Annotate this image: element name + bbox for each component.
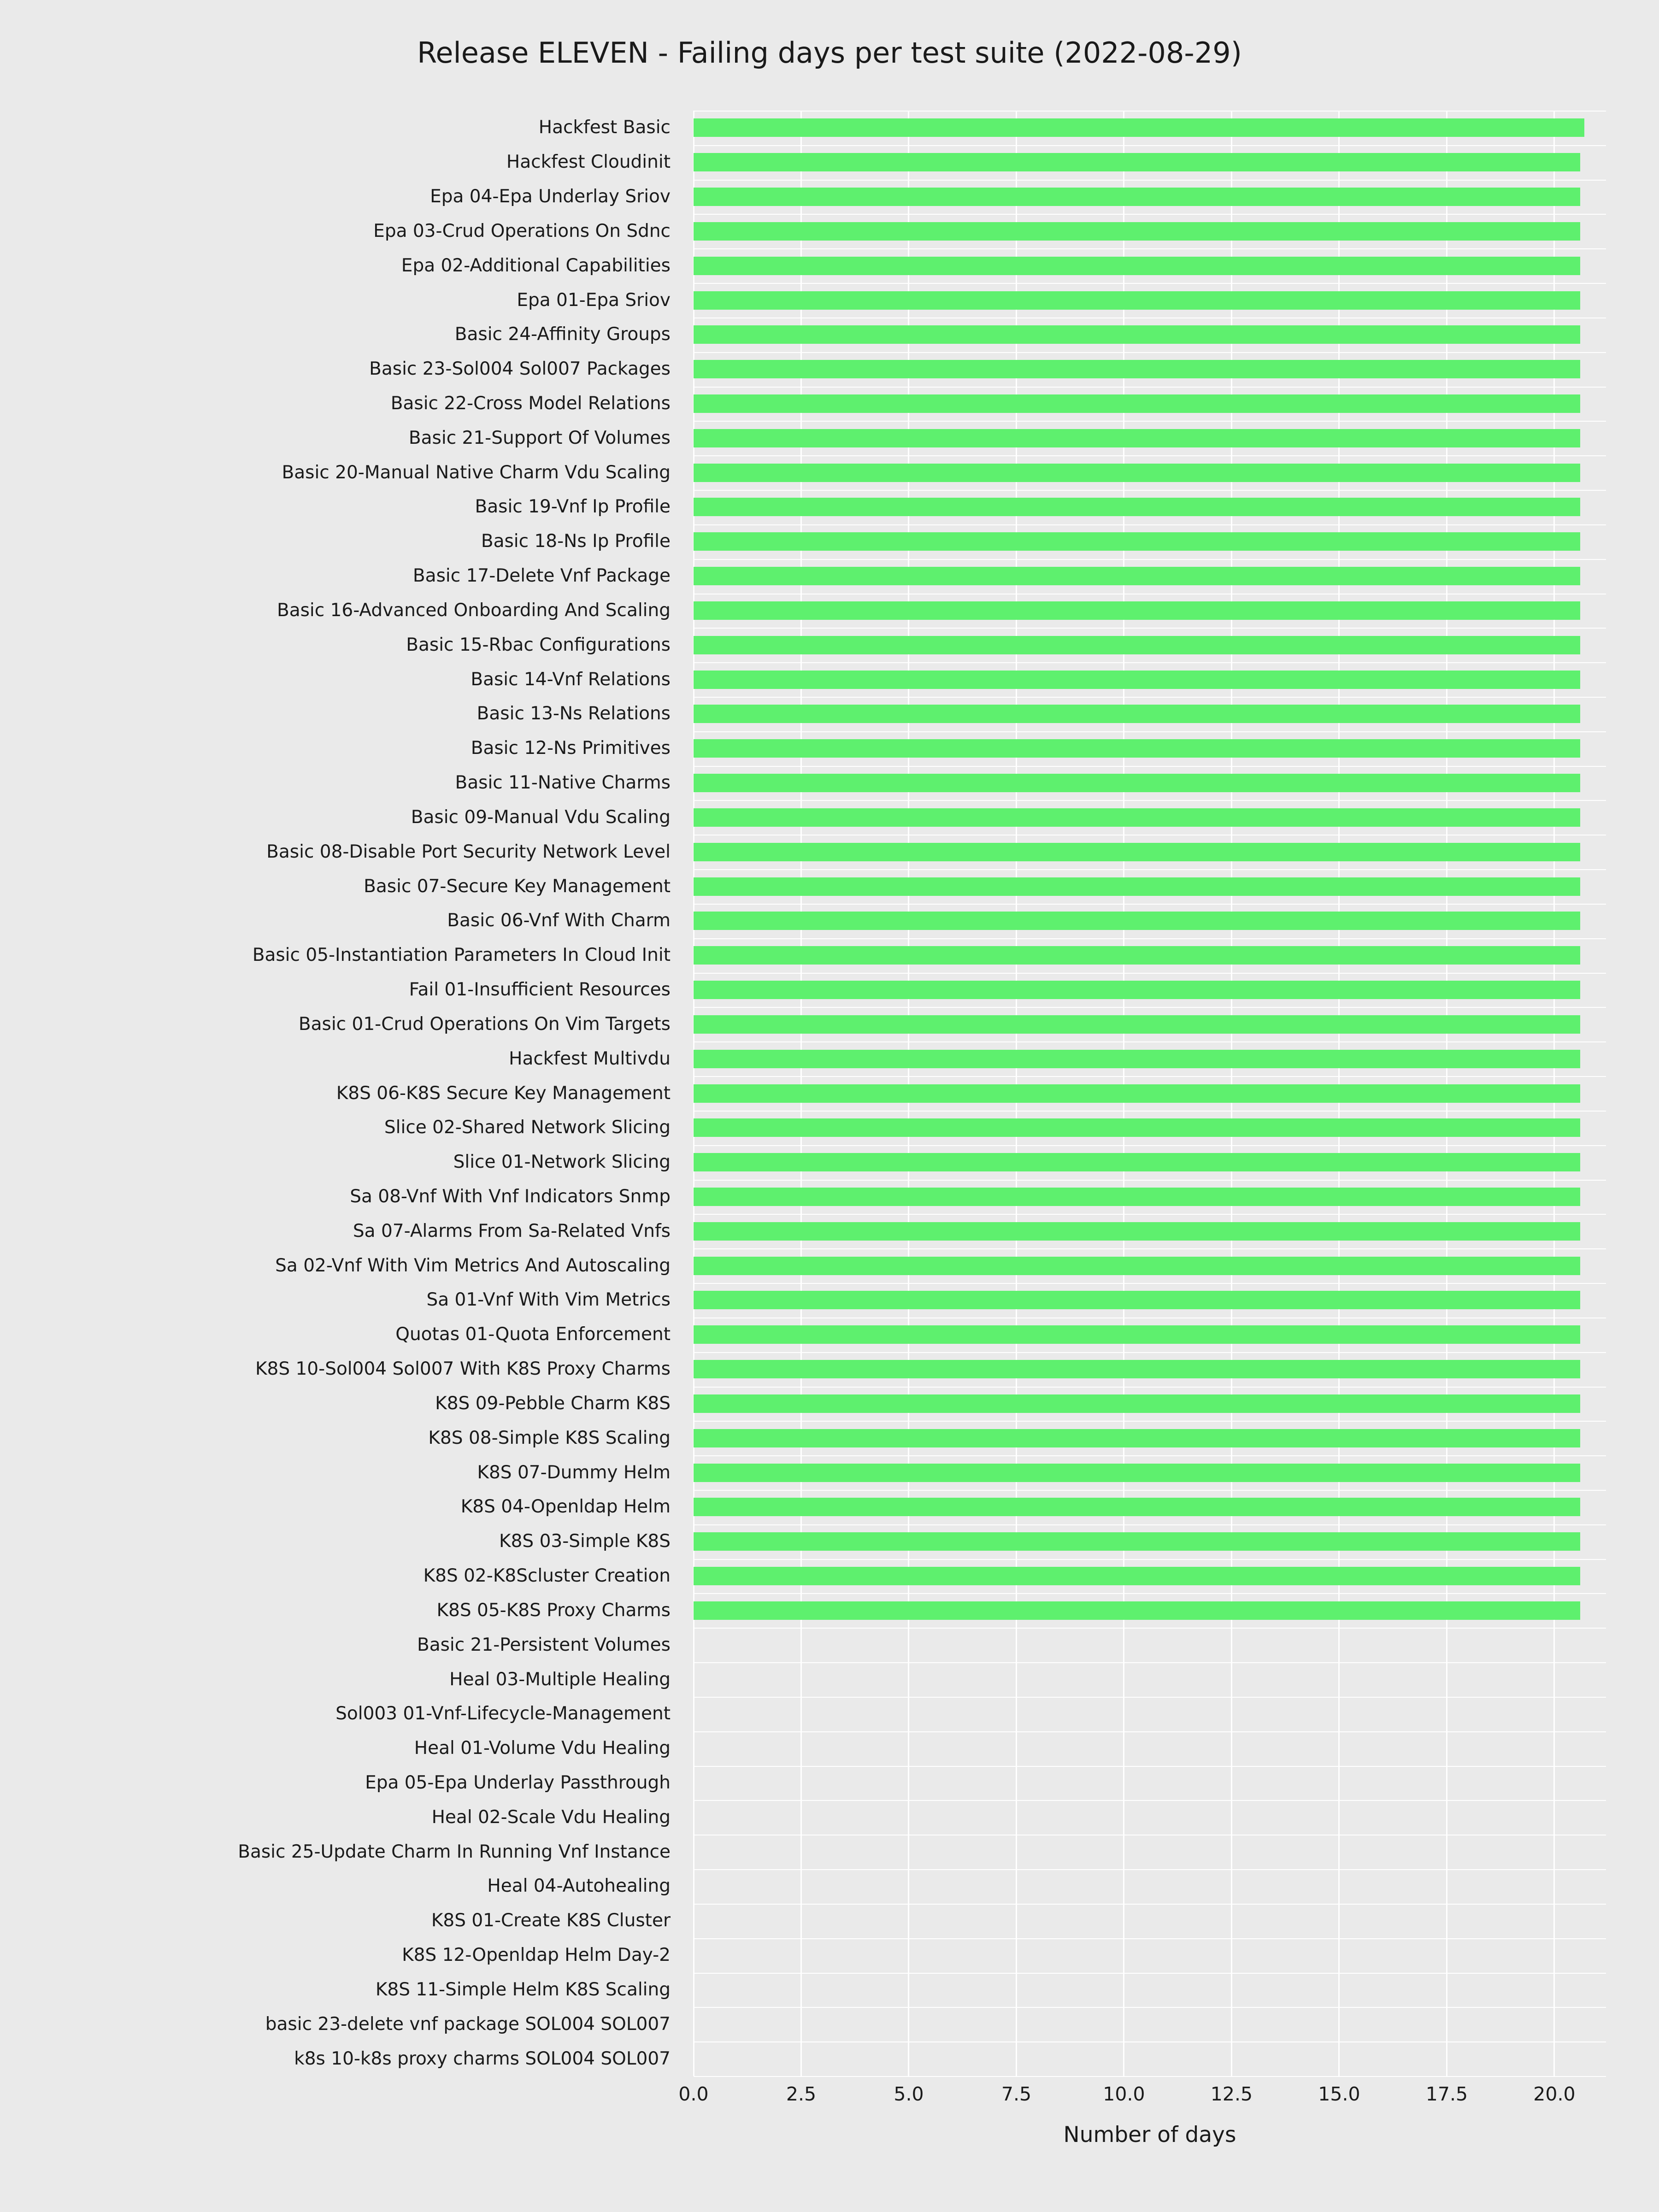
y-tick-label: Heal 03-Multiple Healing xyxy=(449,1669,671,1690)
gridline-horizontal xyxy=(694,1904,1606,1905)
y-tick-label: Sol003 01-Vnf-Lifecycle-Management xyxy=(335,1703,671,1724)
gridline-horizontal xyxy=(694,1662,1606,1663)
x-tick-label: 10.0 xyxy=(1103,2083,1145,2105)
y-tick-label: Sa 01-Vnf With Vim Metrics xyxy=(426,1289,671,1311)
x-tick-label: 17.5 xyxy=(1425,2083,1468,2105)
bar xyxy=(694,257,1580,275)
gridline-horizontal xyxy=(694,1628,1606,1629)
gridline-horizontal xyxy=(694,455,1606,456)
bar xyxy=(694,1325,1580,1344)
y-tick-label: Epa 03-Crud Operations On Sdnc xyxy=(373,220,671,241)
y-tick-label: Sa 02-Vnf With Vim Metrics And Autoscaling xyxy=(275,1255,671,1276)
bar xyxy=(694,567,1580,585)
bar xyxy=(694,1464,1580,1482)
y-tick-label: K8S 05-K8S Proxy Charms xyxy=(436,1600,671,1621)
gridline-horizontal xyxy=(694,1766,1606,1767)
y-tick-label: Basic 24-Affinity Groups xyxy=(454,324,671,345)
gridline-horizontal xyxy=(694,111,1606,112)
y-tick-label: Slice 01-Network Slicing xyxy=(453,1152,671,1173)
gridline-horizontal xyxy=(694,1800,1606,1801)
bar xyxy=(694,877,1580,896)
gridline-horizontal xyxy=(694,1387,1606,1388)
bar xyxy=(694,774,1580,792)
gridline-horizontal xyxy=(694,283,1606,284)
y-tick-label: Basic 20-Manual Native Charm Vdu Scaling xyxy=(282,462,671,483)
y-tick-label: basic 23-delete vnf package SOL004 SOL007 xyxy=(265,2013,671,2035)
bar xyxy=(694,360,1580,378)
gridline-horizontal xyxy=(694,938,1606,939)
y-tick-label: Basic 09-Manual Vdu Scaling xyxy=(411,806,671,828)
y-tick-label: Heal 01-Volume Vdu Healing xyxy=(414,1738,671,1759)
y-tick-label: Basic 13-Ns Relations xyxy=(477,703,671,724)
bar xyxy=(694,429,1580,447)
y-tick-label: Basic 22-Cross Model Relations xyxy=(390,393,671,414)
gridline-horizontal xyxy=(694,490,1606,491)
x-tick-label: 12.5 xyxy=(1210,2083,1253,2105)
y-tick-label: K8S 03-Simple K8S xyxy=(499,1531,671,1552)
bar xyxy=(694,601,1580,620)
bar xyxy=(694,118,1584,137)
gridline-horizontal xyxy=(694,248,1606,249)
gridline-horizontal xyxy=(694,628,1606,629)
y-tick-label: Epa 02-Additional Capabilities xyxy=(401,255,671,276)
gridline-horizontal xyxy=(694,1352,1606,1353)
gridline-horizontal xyxy=(694,387,1606,388)
gridline-horizontal xyxy=(694,1421,1606,1422)
gridline-horizontal xyxy=(694,1283,1606,1284)
x-tick-label: 5.0 xyxy=(894,2083,924,2105)
y-tick-label: Sa 07-Alarms From Sa-Related Vnfs xyxy=(353,1220,671,1241)
bar xyxy=(694,705,1580,723)
y-tick-label: K8S 06-K8S Secure Key Management xyxy=(336,1082,671,1104)
x-tick-label: 20.0 xyxy=(1533,2083,1576,2105)
bar xyxy=(694,1291,1580,1309)
y-tick-label: K8S 07-Dummy Helm xyxy=(477,1462,671,1483)
x-tick-label: 7.5 xyxy=(1001,2083,1032,2105)
y-tick-label: Basic 25-Update Charm In Running Vnf Instance xyxy=(238,1841,671,1862)
gridline-horizontal xyxy=(694,1007,1606,1008)
gridline-horizontal xyxy=(694,1455,1606,1456)
gridline-horizontal xyxy=(694,731,1606,732)
y-tick-label: K8S 04-Openldap Helm xyxy=(460,1496,671,1518)
bar xyxy=(694,498,1580,516)
y-tick-label: Basic 06-Vnf With Charm xyxy=(447,910,671,931)
gridline-horizontal xyxy=(694,2076,1606,2077)
y-tick-label: Sa 08-Vnf With Vnf Indicators Snmp xyxy=(350,1186,671,1207)
bar xyxy=(694,636,1580,654)
chart-title: Release ELEVEN - Failing days per test suite (2022-08-29) xyxy=(417,36,1242,70)
gridline-horizontal xyxy=(694,1697,1606,1698)
y-tick-label: Epa 04-Epa Underlay Sriov xyxy=(430,186,671,207)
bar xyxy=(694,1188,1580,1206)
bar xyxy=(694,1601,1580,1620)
y-tick-label: k8s 10-k8s proxy charms SOL004 SOL007 xyxy=(294,2048,671,2069)
bar xyxy=(694,739,1580,758)
bar xyxy=(694,981,1580,999)
bar xyxy=(694,1084,1580,1103)
x-tick-label: 2.5 xyxy=(786,2083,817,2105)
y-tick-label: Slice 02-Shared Network Slicing xyxy=(384,1117,671,1138)
y-tick-label: Basic 16-Advanced Onboarding And Scaling xyxy=(276,600,671,621)
y-tick-label: Hackfest Basic xyxy=(538,117,671,138)
y-tick-label: Epa 05-Epa Underlay Passthrough xyxy=(365,1772,671,1793)
gridline-horizontal xyxy=(694,1869,1606,1870)
y-tick-label: Hackfest Cloudinit xyxy=(506,152,671,173)
bar xyxy=(694,1050,1580,1068)
y-tick-label: Quotas 01-Quota Enforcement xyxy=(395,1324,671,1345)
gridline-horizontal xyxy=(694,214,1606,215)
gridline-horizontal xyxy=(694,145,1606,146)
bar xyxy=(694,153,1580,171)
gridline-horizontal xyxy=(694,1973,1606,1974)
y-tick-label: Heal 04-Autohealing xyxy=(487,1876,671,1897)
gridline-horizontal xyxy=(694,524,1606,525)
bar xyxy=(694,912,1580,930)
y-tick-label: Basic 11-Native Charms xyxy=(455,772,671,794)
y-tick-label: Basic 21-Persistent Volumes xyxy=(417,1634,671,1655)
bar xyxy=(694,1567,1580,1585)
gridline-horizontal xyxy=(694,973,1606,974)
gridline-horizontal xyxy=(694,662,1606,663)
y-tick-label: K8S 08-Simple K8S Scaling xyxy=(428,1427,671,1448)
y-tick-label: Basic 05-Instantiation Parameters In Cloud Init xyxy=(252,945,671,966)
gridline-horizontal xyxy=(694,1248,1606,1249)
bar xyxy=(694,532,1580,551)
gridline-horizontal xyxy=(694,1731,1606,1732)
bar xyxy=(694,946,1580,965)
bar xyxy=(694,1015,1580,1034)
x-tick-label: 15.0 xyxy=(1318,2083,1360,2105)
gridline-horizontal xyxy=(694,800,1606,801)
bar xyxy=(694,1153,1580,1171)
gridline-horizontal xyxy=(694,559,1606,560)
y-tick-label: K8S 01-Create K8S Cluster xyxy=(431,1910,671,1931)
gridline-horizontal xyxy=(694,2007,1606,2008)
y-tick-label: Fail 01-Insufficient Resources xyxy=(409,979,671,1000)
gridline-horizontal xyxy=(694,2041,1606,2042)
gridline-horizontal xyxy=(694,1593,1606,1594)
bar xyxy=(694,394,1580,413)
gridline-horizontal xyxy=(694,180,1606,181)
gridline-horizontal xyxy=(694,1180,1606,1181)
y-tick-label: Basic 08-Disable Port Security Network Level xyxy=(266,841,671,862)
y-tick-label: K8S 11-Simple Helm K8S Scaling xyxy=(375,1979,671,2000)
bar xyxy=(694,671,1580,689)
bar xyxy=(694,188,1580,206)
bar xyxy=(694,1532,1580,1551)
bar xyxy=(694,808,1580,827)
gridline-horizontal xyxy=(694,1145,1606,1146)
y-tick-label: Hackfest Multivdu xyxy=(509,1048,671,1069)
bar xyxy=(694,1498,1580,1516)
y-tick-label: Basic 12-Ns Primitives xyxy=(471,738,671,759)
gridline-horizontal xyxy=(694,1938,1606,1939)
bar xyxy=(694,1360,1580,1378)
gridline-horizontal xyxy=(694,1111,1606,1112)
gridline-horizontal xyxy=(694,1490,1606,1491)
gridline-horizontal xyxy=(694,1041,1606,1042)
gridline-horizontal xyxy=(694,352,1606,353)
y-tick-label: Basic 07-Secure Key Management xyxy=(364,876,671,897)
bar xyxy=(694,843,1580,861)
gridline-horizontal xyxy=(694,1214,1606,1215)
y-tick-label: Basic 14-Vnf Relations xyxy=(471,669,671,690)
bar xyxy=(694,1429,1580,1447)
y-tick-label: Basic 18-Ns Ip Profile xyxy=(481,531,671,552)
bar xyxy=(694,325,1580,344)
bar xyxy=(694,1394,1580,1413)
y-tick-label: Basic 15-Rbac Configurations xyxy=(406,634,671,655)
y-tick-label: Basic 21-Support Of Volumes xyxy=(408,427,671,448)
gridline-horizontal xyxy=(694,697,1606,698)
y-axis-tick-labels xyxy=(0,111,682,2076)
y-tick-label: K8S 10-Sol004 Sol007 With K8S Proxy Charms xyxy=(255,1359,671,1380)
y-tick-label: K8S 12-Openldap Helm Day-2 xyxy=(402,1945,671,1966)
bar xyxy=(694,1222,1580,1241)
bar xyxy=(694,222,1580,241)
bar xyxy=(694,464,1580,482)
y-tick-label: K8S 09-Pebble Charm K8S xyxy=(435,1393,671,1414)
gridline-horizontal xyxy=(694,904,1606,905)
bar xyxy=(694,291,1580,310)
gridline-horizontal xyxy=(694,1524,1606,1525)
plot-area xyxy=(694,111,1606,2076)
x-tick-label: 0.0 xyxy=(678,2083,709,2105)
y-tick-label: K8S 02-K8Scluster Creation xyxy=(423,1565,671,1587)
gridline-horizontal xyxy=(694,869,1606,870)
y-tick-label: Basic 19-Vnf Ip Profile xyxy=(475,496,671,518)
bar xyxy=(694,1118,1580,1137)
y-tick-label: Basic 01-Crud Operations On Vim Targets xyxy=(298,1013,671,1035)
x-axis-label: Number of days xyxy=(1063,2122,1236,2147)
gridline-horizontal xyxy=(694,1076,1606,1077)
gridline-horizontal xyxy=(694,766,1606,767)
y-tick-label: Basic 23-Sol004 Sol007 Packages xyxy=(369,359,671,380)
x-axis-tick-labels xyxy=(678,2083,1606,2111)
y-tick-label: Basic 17-Delete Vnf Package xyxy=(412,565,671,587)
y-tick-label: Heal 02-Scale Vdu Healing xyxy=(431,1806,671,1828)
y-tick-label: Epa 01-Epa Sriov xyxy=(517,289,671,311)
bar xyxy=(694,1257,1580,1275)
gridline-horizontal xyxy=(694,421,1606,422)
gridline-horizontal xyxy=(694,1559,1606,1560)
